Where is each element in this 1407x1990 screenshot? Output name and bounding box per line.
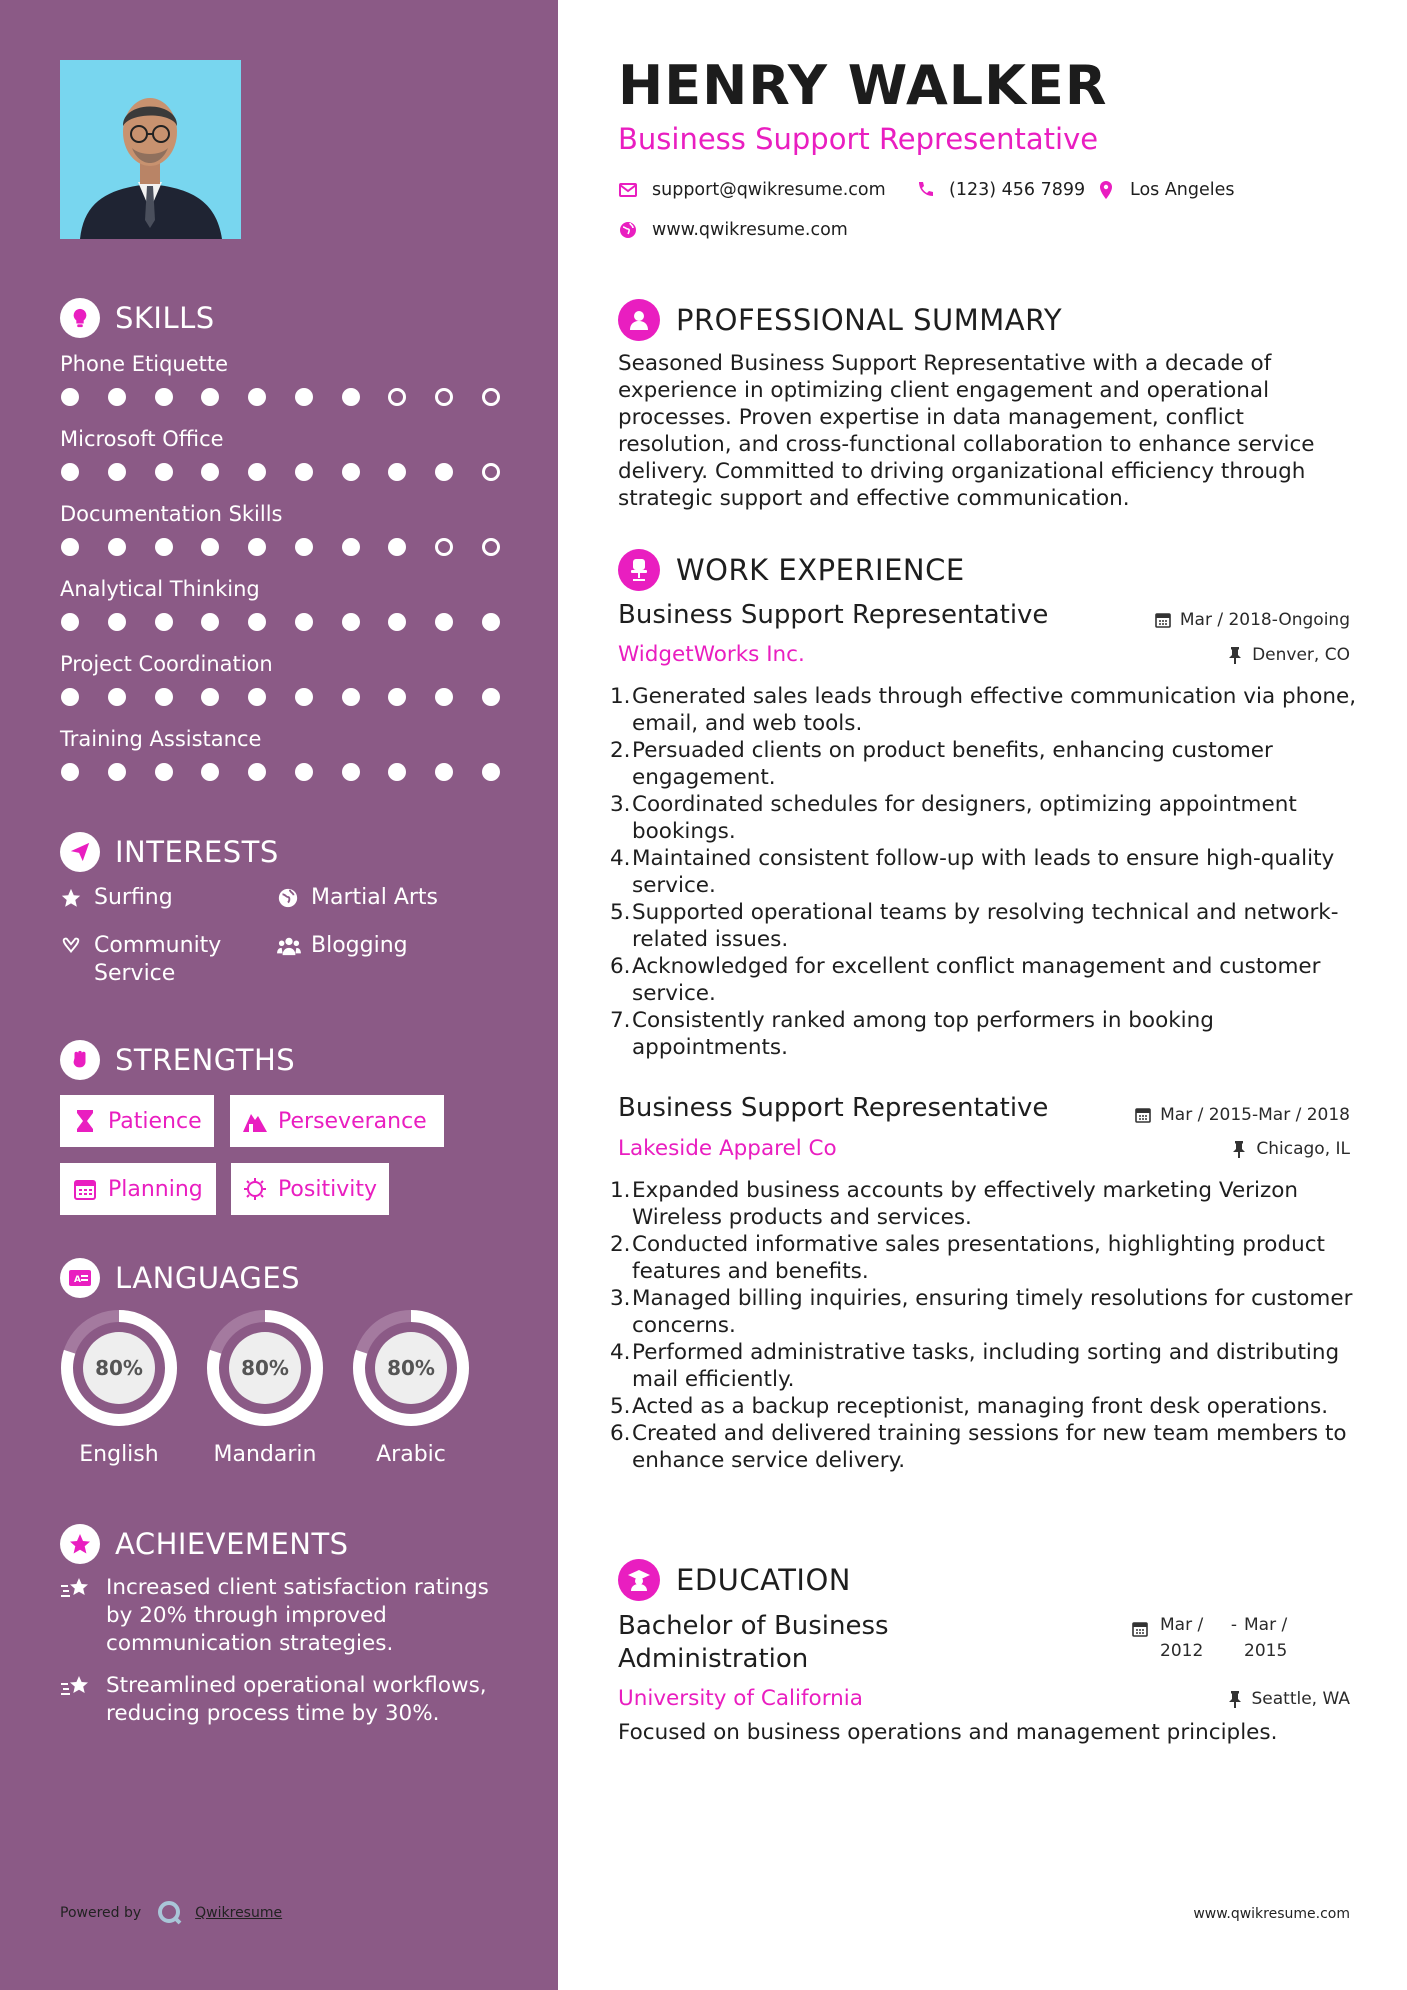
degree-title: Bachelor of Business Administration: [618, 1611, 889, 1674]
rating-dot-filled: [248, 763, 266, 781]
rating-dot-filled: [435, 613, 453, 631]
strength-perseverance: [230, 1095, 444, 1147]
language-card-icon: [60, 1258, 100, 1298]
rating-dot-filled: [201, 388, 219, 406]
skill-item: [60, 500, 500, 556]
contact-location: [1096, 180, 1235, 200]
phone-icon: [915, 180, 935, 200]
strength-positivity: [231, 1163, 389, 1215]
job-company: WidgetWorks Inc.: [618, 642, 805, 667]
rating-dot-filled: [201, 763, 219, 781]
mountain-icon: [242, 1108, 268, 1134]
job-bullet: [610, 1231, 1370, 1285]
bullet-text: Managed billing inquiries, ensuring timely resolutions for customer concerns.: [632, 1286, 1353, 1338]
rating-dot-empty: [482, 388, 500, 406]
job-dates-text: Mar / 2018-Ongoing: [1179, 610, 1350, 630]
languages-title: LANGUAGES: [115, 1261, 301, 1295]
summary-text: Seasoned Business Support Representative with a decade of experience in optimizing client engagement and operational processes. Proven expertise in data management, conflict resolution, and cross-functional collaboration to enhance service delivery. Committed to driving organizational efficiency through strategic support and effective communication.: [618, 351, 1315, 511]
skill-name: Analytical Thinking: [60, 577, 260, 601]
interests-title: INTERESTS: [115, 835, 279, 869]
location-text: Los Angeles: [1130, 180, 1235, 200]
skill-name: Training Assistance: [60, 727, 262, 751]
star-icon: [60, 884, 86, 912]
interest-community-service: [60, 932, 260, 988]
lightbulb-icon: [60, 298, 100, 338]
calendar-icon: [1132, 1612, 1150, 1664]
bullet-text: Supported operational teams by resolving technical and network-related issues.: [632, 900, 1339, 952]
education-end: Mar / 2015: [1244, 1615, 1288, 1661]
contact-website[interactable]: [618, 220, 848, 240]
bullet-text: Expanded business accounts by effectively marketing Verizon Wireless products and services.: [632, 1178, 1299, 1230]
language-name: Mandarin: [213, 1442, 317, 1467]
bullet-text: Coordinated schedules for designers, optimizing appointment bookings.: [632, 792, 1297, 844]
rating-dot-empty: [482, 463, 500, 481]
job-bullet: [610, 1285, 1370, 1339]
bullet-number: 7.: [610, 1008, 631, 1033]
job-bullet: [610, 953, 1370, 1007]
strength-label: Positivity: [277, 1176, 377, 1202]
email-text: support@qwikresume.com: [652, 180, 886, 200]
rating-dot-filled: [388, 613, 406, 631]
job-bullet: [610, 845, 1370, 899]
rating-dot-filled: [295, 388, 313, 406]
footer-url-link[interactable]: www.qwikresume.com: [1193, 1906, 1350, 1922]
skills-heading: [60, 298, 215, 338]
bullet-number: 1.: [610, 684, 631, 709]
bullet-text: Created and delivered training sessions for new team members to enhance service delivery.: [632, 1421, 1347, 1473]
rating-dot-filled: [108, 463, 126, 481]
strength-label: Patience: [108, 1108, 202, 1134]
job-location-text: Denver, CO: [1252, 645, 1350, 665]
contact-phone[interactable]: [915, 180, 1085, 200]
job-dates: [1154, 610, 1350, 630]
profile-photo: [60, 60, 241, 239]
bullet-number: 1.: [610, 1178, 631, 1203]
achievement-text: Increased client satisfaction ratings by 20% through improved communication strategies.: [106, 1575, 489, 1656]
interest-label: Blogging: [311, 933, 408, 958]
skill-item: [60, 350, 500, 406]
rating-dot-filled: [342, 463, 360, 481]
skill-name: Documentation Skills: [60, 502, 283, 526]
bullet-text: Conducted informative sales presentations, highlighting product features and benefits.: [632, 1232, 1325, 1284]
skill-item: [60, 725, 500, 781]
bullet-number: 2.: [610, 1232, 631, 1257]
rating-dot-filled: [155, 388, 173, 406]
interests-heading: [60, 832, 279, 872]
rating-dot-filled: [295, 613, 313, 631]
bullet-number: 5.: [610, 900, 631, 925]
strength-label: Planning: [108, 1176, 203, 1202]
rating-dot-filled: [155, 688, 173, 706]
office-chair-icon: [618, 549, 660, 591]
rating-dot-filled: [155, 763, 173, 781]
language-percent: 80%: [95, 1356, 143, 1380]
rating-dot-filled: [342, 613, 360, 631]
rating-dot-filled: [108, 763, 126, 781]
education-description: Focused on business operations and management principles.: [618, 1720, 1278, 1745]
rating-dot-filled: [435, 763, 453, 781]
strengths-title: STRENGTHS: [115, 1043, 296, 1077]
paper-plane-icon: [60, 832, 100, 872]
job-bullet: [610, 1420, 1370, 1474]
rating-dot-filled: [388, 538, 406, 556]
education-location-text: Seattle, WA: [1251, 1689, 1350, 1709]
job-title: Business Support Representative: [618, 600, 1049, 630]
language-item: [57, 1306, 181, 1467]
summary-heading: [618, 298, 1062, 342]
rating-dot-filled: [248, 538, 266, 556]
language-ring: [349, 1306, 473, 1430]
job-location: [1226, 645, 1350, 665]
skill-rating: [60, 613, 500, 631]
rating-dot-filled: [61, 763, 79, 781]
language-item: [349, 1306, 473, 1467]
job-bullet: [610, 1339, 1370, 1393]
globe-icon: [618, 220, 638, 240]
job-bullet: [610, 683, 1370, 737]
map-pin-icon: [1096, 180, 1116, 200]
achievement-item: [60, 1574, 500, 1658]
bullet-number: 6.: [610, 1421, 631, 1446]
bullet-text: Acknowledged for excellent conflict management and customer service.: [632, 954, 1321, 1006]
bullet-number: 2.: [610, 738, 631, 763]
job-dates: [1134, 1105, 1350, 1125]
job-location: [1230, 1139, 1350, 1159]
interest-blogging: [277, 932, 408, 960]
bullet-number: 4.: [610, 846, 631, 871]
rating-dot-filled: [108, 688, 126, 706]
job-dates-text: Mar / 2015-Mar / 2018: [1160, 1105, 1350, 1125]
qwikresume-logo-icon: [157, 1900, 183, 1926]
job-bullets: [610, 1177, 1370, 1474]
rating-dot-filled: [61, 688, 79, 706]
hourglass-icon: [72, 1108, 98, 1134]
date-separator: -: [1230, 1615, 1238, 1635]
rating-dot-filled: [248, 613, 266, 631]
contact-email[interactable]: [618, 180, 886, 200]
svg-text:A: A: [74, 1275, 81, 1285]
rating-dot-filled: [248, 688, 266, 706]
calendar-icon: [1154, 611, 1172, 629]
language-item: [203, 1306, 327, 1467]
strength-planning: [60, 1163, 216, 1215]
rating-dot-filled: [295, 763, 313, 781]
rating-dot-filled: [295, 688, 313, 706]
achievement-item: [60, 1672, 500, 1728]
rating-dot-filled: [108, 538, 126, 556]
shooting-star-icon: [60, 1574, 94, 1604]
strength-patience: [60, 1095, 214, 1147]
interest-label: Martial Arts: [311, 885, 439, 910]
rating-dot-filled: [61, 388, 79, 406]
interest-martial-arts: [277, 884, 438, 912]
powered-by-label: Powered by: [60, 1905, 142, 1921]
rating-dot-filled: [201, 538, 219, 556]
languages-heading: [60, 1258, 300, 1298]
experience-heading: [618, 548, 965, 592]
job-bullets: [610, 683, 1370, 1061]
pushpin-icon: [1230, 1140, 1248, 1158]
rating-dot-empty: [435, 538, 453, 556]
language-ring: [57, 1306, 181, 1430]
bullet-text: Generated sales leads through effective communication via phone, email, and web tools.: [632, 684, 1357, 736]
envelope-icon: [618, 180, 638, 200]
skill-rating: [60, 688, 500, 706]
job-location-text: Chicago, IL: [1256, 1139, 1350, 1159]
bullet-number: 3.: [610, 1286, 631, 1311]
award-icon: [60, 1524, 100, 1564]
interest-label: Community Service: [94, 933, 222, 986]
rating-dot-filled: [388, 688, 406, 706]
rating-dot-filled: [201, 463, 219, 481]
calendar-icon: [72, 1176, 98, 1202]
language-percent: 80%: [241, 1356, 289, 1380]
skills-title: SKILLS: [115, 301, 215, 335]
bullet-text: Persuaded clients on product benefits, enhancing customer engagement.: [632, 738, 1273, 790]
rating-dot-filled: [342, 538, 360, 556]
rating-dot-filled: [342, 688, 360, 706]
bullet-number: 3.: [610, 792, 631, 817]
skill-item: [60, 425, 500, 481]
summary-title: PROFESSIONAL SUMMARY: [676, 303, 1063, 337]
rating-dot-filled: [342, 763, 360, 781]
skill-rating: [60, 763, 500, 781]
rating-dot-filled: [201, 688, 219, 706]
skill-rating: [60, 463, 500, 481]
skill-name: Microsoft Office: [60, 427, 224, 451]
rating-dot-empty: [388, 388, 406, 406]
rating-dot-filled: [388, 763, 406, 781]
rating-dot-filled: [61, 538, 79, 556]
rating-dot-empty: [482, 538, 500, 556]
education-title: EDUCATION: [676, 1563, 852, 1597]
education-heading: [618, 1558, 851, 1602]
language-name: Arabic: [376, 1442, 446, 1467]
rating-dot-filled: [61, 613, 79, 631]
achievements-heading: [60, 1524, 349, 1564]
language-ring: [203, 1306, 327, 1430]
rating-dot-filled: [482, 688, 500, 706]
job-company: Lakeside Apparel Co: [618, 1136, 837, 1161]
rating-dot-filled: [248, 463, 266, 481]
job-bullet: [610, 899, 1370, 953]
rating-dot-filled: [388, 463, 406, 481]
rating-dot-filled: [482, 613, 500, 631]
powered-by: [60, 1900, 282, 1926]
bullet-text: Performed administrative tasks, including sorting and distributing mail efficiently.: [632, 1340, 1340, 1392]
job-bullet: [610, 1177, 1370, 1231]
bullet-text: Maintained consistent follow-up with leads to ensure high-quality service.: [632, 846, 1335, 898]
bullet-number: 4.: [610, 1340, 631, 1365]
job-bullet: [610, 791, 1370, 845]
bullet-text: Consistently ranked among top performers in booking appointments.: [632, 1008, 1214, 1060]
calendar-icon: [1134, 1106, 1152, 1124]
pushpin-icon: [1226, 646, 1244, 664]
rating-dot-empty: [435, 388, 453, 406]
skill-item: [60, 650, 500, 706]
skill-name: Phone Etiquette: [60, 352, 229, 376]
rating-dot-filled: [435, 463, 453, 481]
skill-rating: [60, 388, 500, 406]
globe-icon: [277, 884, 303, 912]
rating-dot-filled: [295, 538, 313, 556]
sun-icon: [243, 1176, 268, 1202]
rating-dot-filled: [155, 538, 173, 556]
candidate-name: HENRY WALKER: [618, 54, 1108, 117]
job-bullet: [610, 737, 1370, 791]
job-bullet: [610, 1007, 1370, 1061]
skill-rating: [60, 538, 500, 556]
interest-label: Surfing: [94, 885, 173, 910]
qwikresume-link[interactable]: Qwikresume: [195, 1905, 283, 1921]
rating-dot-filled: [342, 388, 360, 406]
language-name: English: [79, 1442, 159, 1467]
strengths-heading: [60, 1040, 295, 1080]
shooting-star-icon: [60, 1672, 94, 1702]
rating-dot-filled: [248, 388, 266, 406]
candidate-role: Business Support Representative: [618, 122, 1099, 156]
main-content: [558, 0, 1407, 1990]
rating-dot-filled: [435, 688, 453, 706]
pushpin-icon: [1226, 1690, 1244, 1708]
rating-dot-filled: [108, 388, 126, 406]
rating-dot-filled: [61, 463, 79, 481]
users-icon: [277, 932, 303, 960]
experience-title: WORK EXPERIENCE: [676, 553, 965, 587]
fist-icon: [60, 1040, 100, 1080]
rating-dot-filled: [155, 463, 173, 481]
sidebar: [0, 0, 558, 1990]
graduate-icon: [618, 1559, 660, 1601]
achievement-text: Streamlined operational workflows, reducing process time by 30%.: [106, 1673, 487, 1726]
job-bullet: [610, 1393, 1370, 1420]
school-name: University of California: [618, 1686, 863, 1711]
rating-dot-filled: [201, 613, 219, 631]
strength-label: Perseverance: [278, 1108, 427, 1134]
user-icon: [618, 299, 660, 341]
education-dates: [1132, 1612, 1304, 1664]
rating-dot-filled: [295, 463, 313, 481]
language-percent: 80%: [387, 1356, 435, 1380]
phone-text: (123) 456 7899: [949, 180, 1086, 200]
bullet-number: 5.: [610, 1394, 631, 1419]
rating-dot-filled: [482, 763, 500, 781]
bullet-number: 6.: [610, 954, 631, 979]
website-text: www.qwikresume.com: [652, 220, 848, 240]
heart-hand-icon: [60, 932, 86, 960]
education-start: Mar / 2012: [1160, 1615, 1204, 1661]
skill-name: Project Coordination: [60, 652, 273, 676]
job-title: Business Support Representative: [618, 1093, 1049, 1123]
education-location: [1226, 1689, 1351, 1709]
achievements-title: ACHIEVEMENTS: [115, 1527, 349, 1561]
skill-item: [60, 575, 500, 631]
bullet-text: Acted as a backup receptionist, managing front desk operations.: [632, 1394, 1329, 1419]
interest-surfing: [60, 884, 173, 912]
rating-dot-filled: [108, 613, 126, 631]
rating-dot-filled: [155, 613, 173, 631]
